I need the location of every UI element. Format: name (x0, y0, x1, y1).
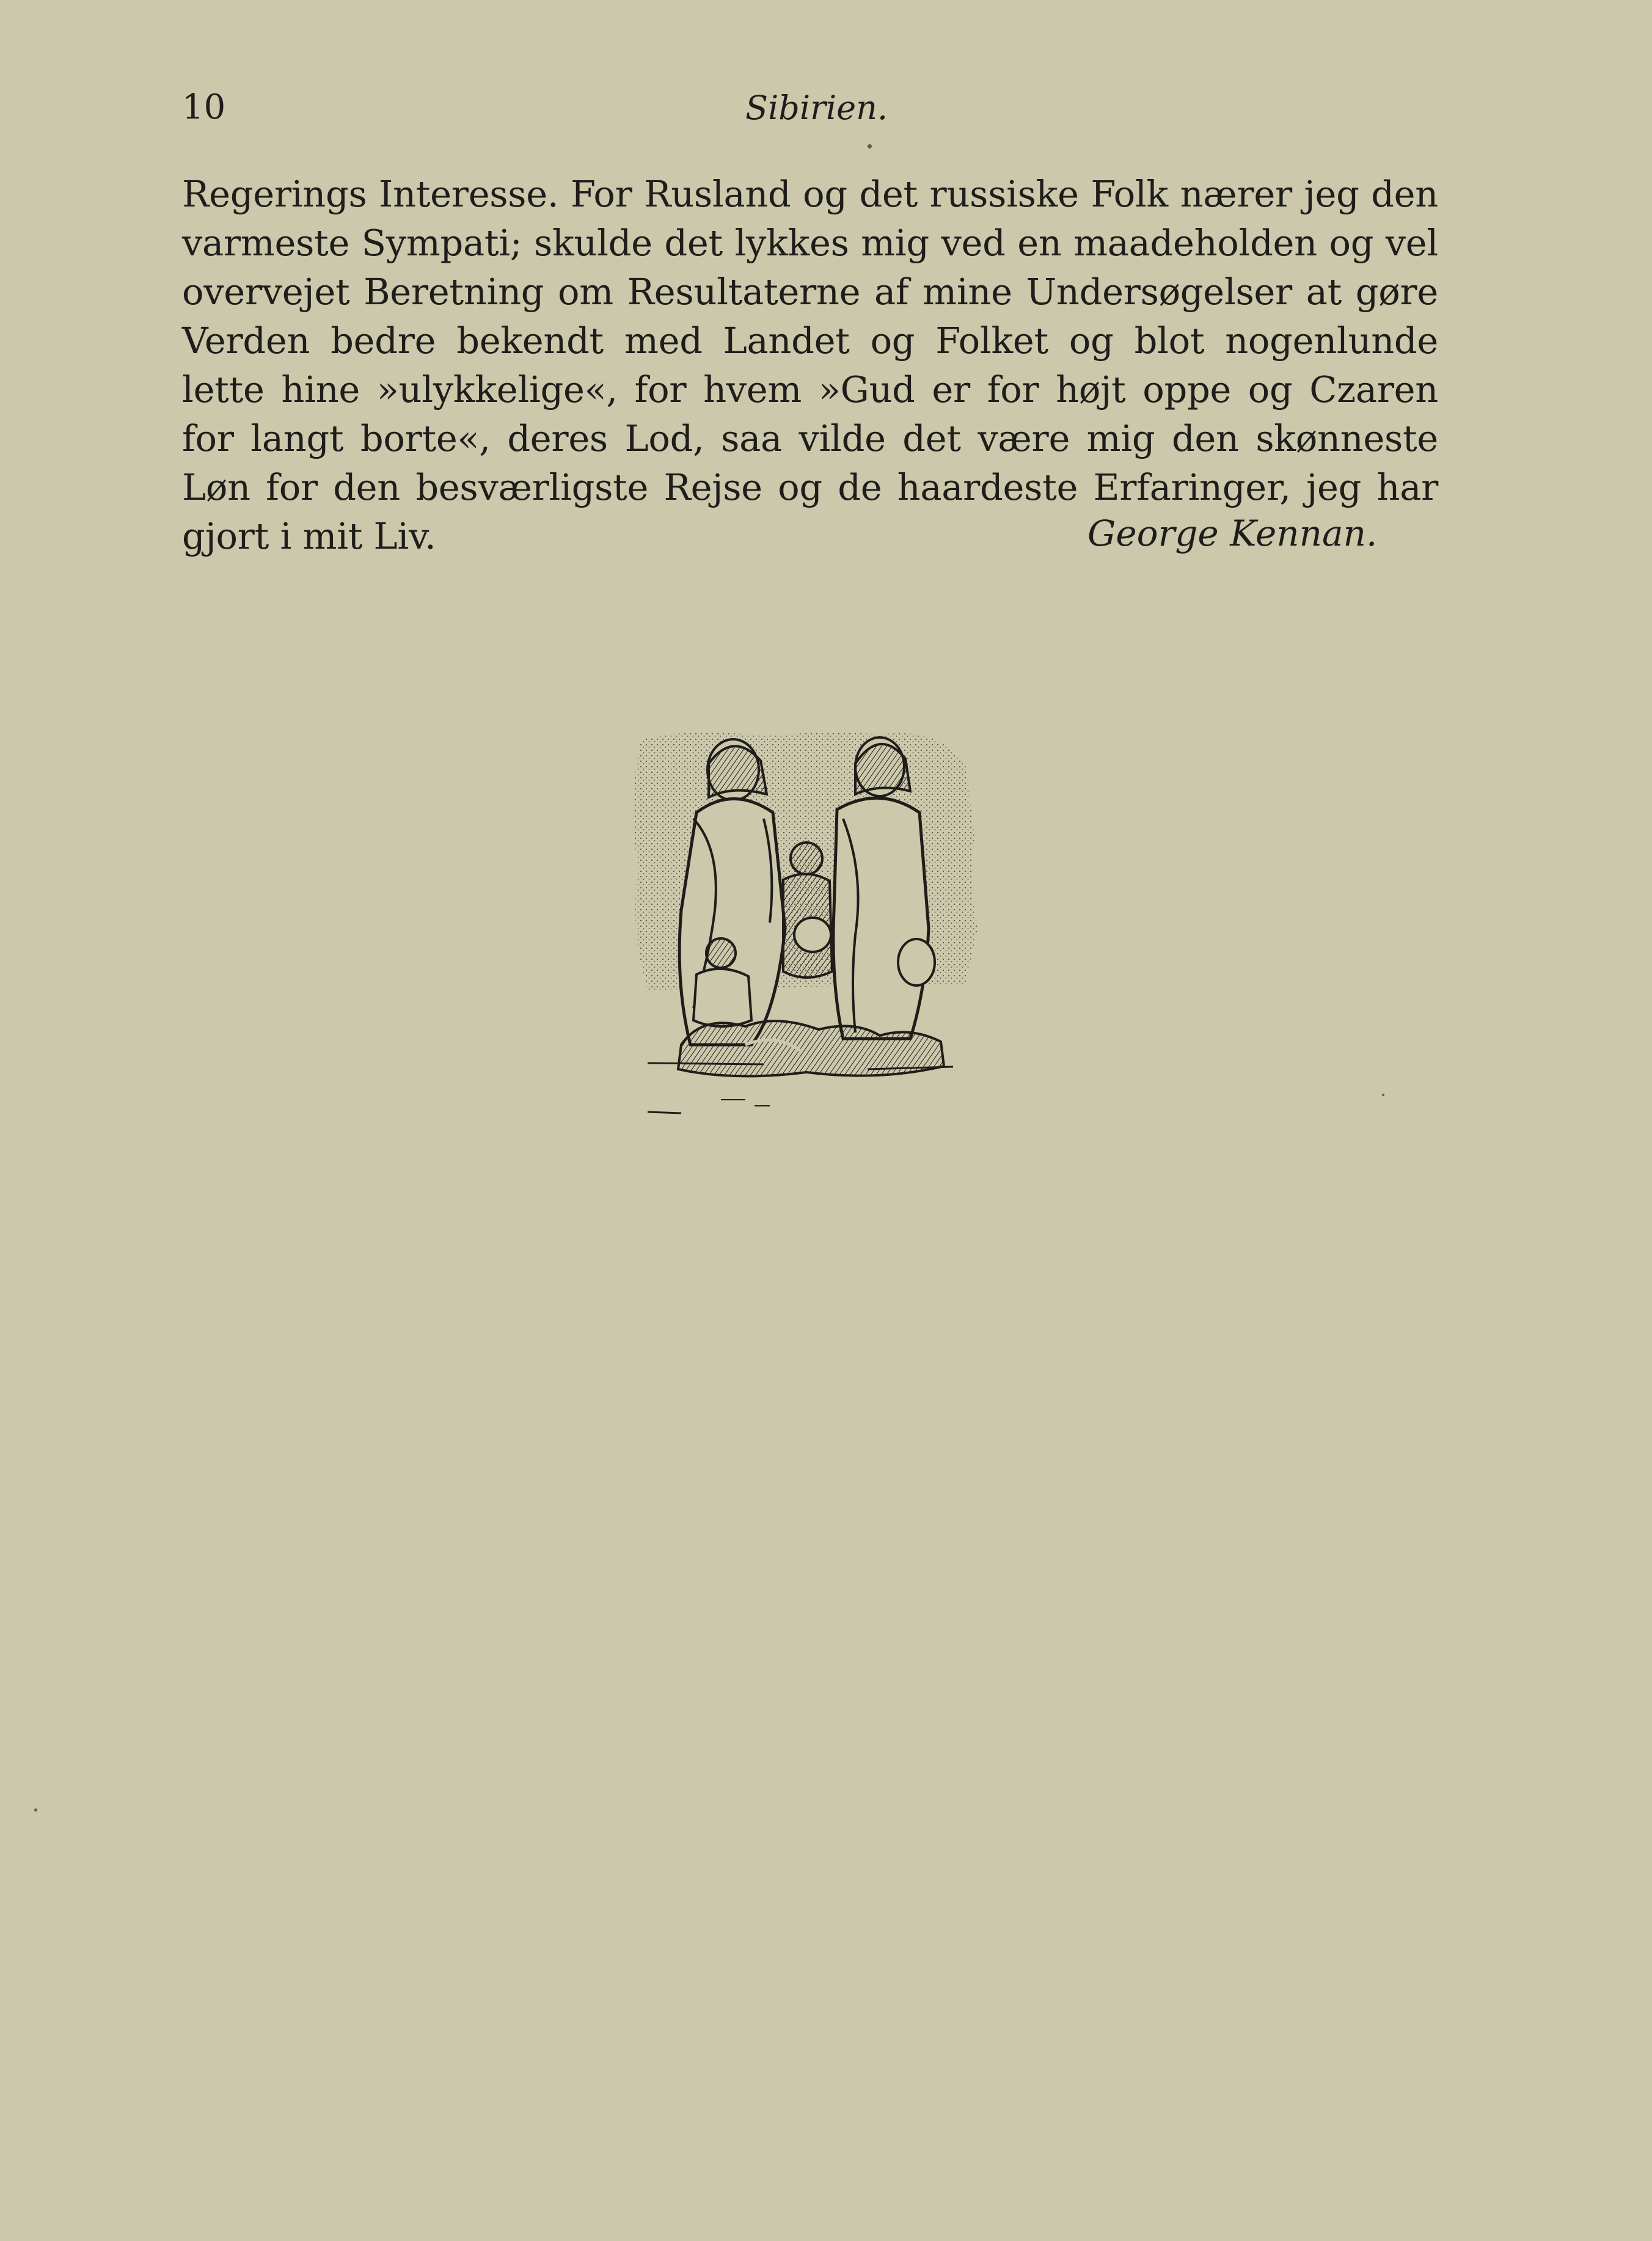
author-signature: George Kennan. (1087, 513, 1378, 554)
paper-speck (34, 1808, 37, 1811)
running-title: Sibirien. (745, 89, 888, 127)
page-number: 10 (182, 87, 226, 127)
paper-speck (868, 144, 872, 148)
body-paragraph: Regerings Interesse. For Rusland og det russiske Folk nærer jeg den varmeste Sympati; skulde det lykkes mig ved en maadeholden og vel overvejet Beretning om Resultaterne af mine Undersøgelser at gøre Verden bedre bekendt med Landet og Folket og blot nogenlunde lette hine »ulykkelige«, for hvem »Gud er for højt oppe og Czaren for langt borte«, deres Lod, saa vilde det være mig den skønneste Løn for den besværligste Rejse og de haardeste Erfaringer, jeg har gjort i mit Liv. (182, 173, 1438, 557)
engraving-exile-family-icon (623, 727, 996, 1124)
paper-speck (1382, 1094, 1384, 1096)
